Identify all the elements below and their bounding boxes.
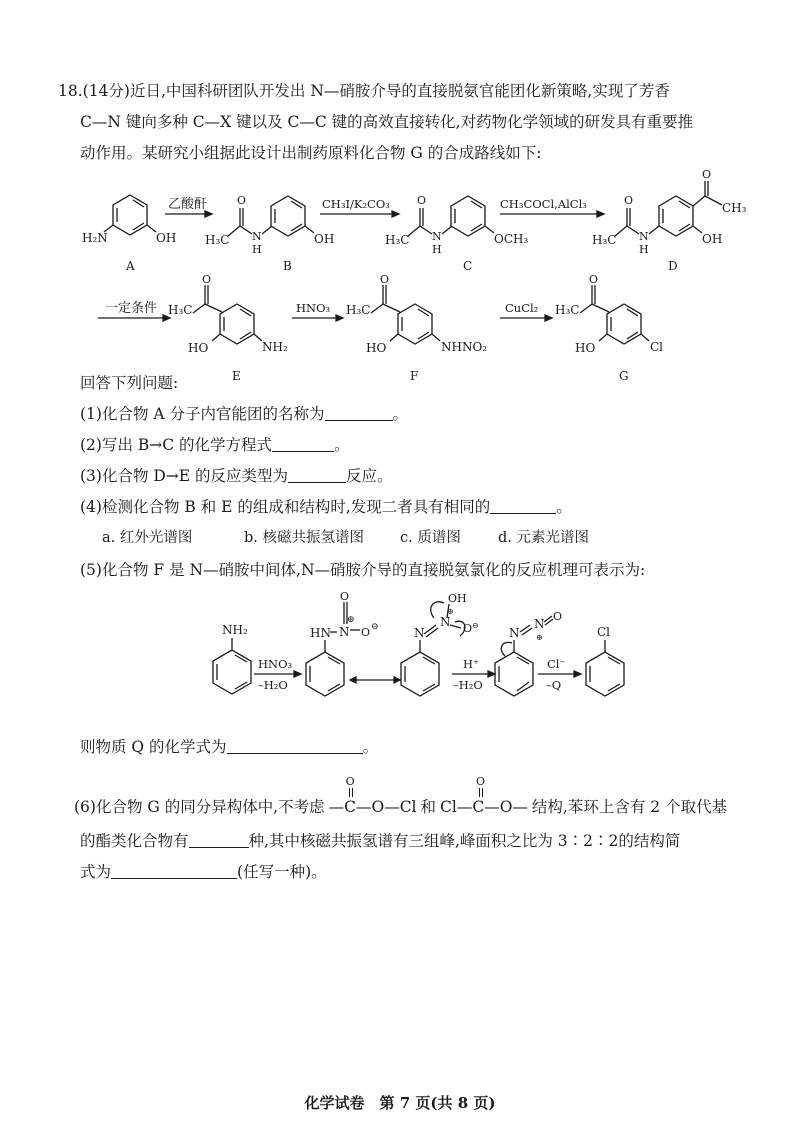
option-c[interactable]: c. 质谱图 [400, 530, 461, 546]
mech-nitramine-minus: ⊖ [371, 622, 379, 632]
mech-tautomer-minus: ⊖ [472, 621, 479, 630]
question-6-line3b: (任写一种)。 [237, 863, 327, 881]
compound-f-ho: HO [366, 341, 387, 355]
option-b[interactable]: b. 核磁共振氢谱图 [244, 530, 364, 546]
label-a: A [126, 259, 135, 273]
compound-g-ho: HO [575, 341, 596, 355]
compound-d-oh: OH [702, 232, 723, 246]
compound-d-o: O [702, 168, 712, 181]
compound-a-oh: OH [156, 231, 177, 245]
question-6-and: 和 [420, 798, 437, 816]
question-6-line2a: 的酯类化合物有 [80, 832, 189, 850]
question-5-follow-text: 则物质 Q 的化学式为 [80, 738, 227, 756]
label-f: F [410, 369, 419, 383]
question-intro-line-1: 18.(14分)近日,中国科研团队开发出 N—硝胺介导的直接脱氨官能团化新策略,实现了芳香 [58, 82, 670, 100]
fragment-2-o: O [476, 775, 486, 788]
question-5-follow [80, 736, 378, 758]
compound-d-amide-o: O [624, 194, 634, 207]
compound-g-cl: Cl [650, 340, 664, 354]
question-6-line-1 [74, 775, 728, 818]
question-4-text: (4)检测化合物 B 和 E 的组成和结构时,发现二者具有相同的 [80, 498, 491, 516]
label-c: C [463, 259, 473, 273]
fragment-acyl-chloride-ester [325, 775, 421, 818]
mech-minus-h2o-2: –H₂O [453, 678, 483, 692]
compound-d-n: N [639, 230, 649, 243]
compound-e-o: O [202, 273, 212, 286]
mech-aniline [213, 623, 251, 694]
answer-blank-6b[interactable] [111, 862, 237, 879]
compound-b-h: H [252, 243, 262, 256]
label-b: B [283, 259, 292, 273]
question-5: (5)化合物 F 是 N—硝胺中间体,N—硝胺介导的直接脱氨氯化的反应机理可表示为: [80, 561, 646, 579]
fragment-2-text: Cl—C—O— [440, 798, 528, 816]
fragment-2-double-bond [479, 788, 483, 797]
compound-e-h3c: H₃C [168, 303, 193, 317]
question-6-line2b: 种,其中核磁共振氢谱有三组峰,峰面积之比为 3∶2∶2的结构简 [248, 832, 681, 850]
compound-d-h: H [639, 243, 649, 256]
reagent-d-to-e: 一定条件 [105, 301, 158, 316]
mech-nitramine-plus: ⊕ [347, 615, 355, 625]
question-6-line-3 [80, 861, 327, 883]
question-5-end: 。 [362, 738, 379, 756]
mech-diazonium-o: O [553, 610, 563, 623]
question-3-end: 反应。 [346, 467, 393, 485]
reagent-b-to-c: CH₃I/K₂CO₃ [322, 197, 390, 211]
compound-d-ch3: CH₃ [722, 201, 747, 215]
mech-aniline-nh2: NH₂ [222, 623, 248, 637]
option-d[interactable]: d. 元素光谱图 [498, 530, 589, 546]
compound-e-ho: HO [188, 341, 209, 355]
compound-b-o: O [237, 194, 247, 207]
mech-nitramine-n: N [339, 625, 350, 639]
label-d: D [668, 259, 678, 273]
question-6-line-2 [80, 830, 680, 852]
mech-diazonium-plus: ⊕ [536, 633, 543, 642]
compound-c-och3: OCH₃ [494, 232, 529, 246]
mech-tautomer-o: O [463, 622, 473, 635]
question-intro-line-3: 动作用。某研究小组据此设计出制药原料化合物 G 的合成路线如下: [80, 144, 542, 162]
compound-b-h3c: H₃C [205, 233, 230, 247]
fragment-1-double-bond [349, 788, 353, 797]
compound-e-nh2: NH₂ [262, 340, 288, 354]
mech-diazonium-n2: N [534, 617, 545, 631]
mech-reagent-h-plus: H⁺ [463, 657, 480, 671]
answer-blank-5[interactable] [227, 737, 363, 754]
mech-minus-q: –Q [546, 678, 562, 692]
compound-d-h3c: H₃C [592, 233, 617, 247]
reagent-c-to-d: CH₃COCl,AlCl₃ [500, 197, 587, 211]
question-intro-line-2: C—N 键向多种 C—X 键以及 C—C 键的高效直接转化,对药物化学领域的研发具有重要推 [80, 113, 694, 131]
page-footer: 化学试卷 第 7 页(共 8 页) [304, 1094, 496, 1112]
compound-f-h3c: H₃C [346, 303, 371, 317]
reagent-a-to-b: 乙酸酐 [168, 197, 208, 212]
mech-nitramine-o-right: O [361, 626, 371, 639]
mech-chlorobenzene [586, 625, 624, 696]
compound-f-nhno2: NHNO₂ [441, 340, 488, 354]
label-g: G [619, 369, 629, 383]
compound-c-h3c: H₃C [385, 233, 410, 247]
fragment-1-text: —C—O—Cl [328, 798, 417, 816]
fragment-chloroformate [436, 775, 532, 818]
mech-diazonium-n: N [509, 626, 520, 640]
mech-nitramine-hn: HN [310, 626, 331, 640]
question-6-part1: (6)化合物 G 的同分异构体中,不考虑 [74, 798, 325, 816]
compound-a-nh2: H₂N [82, 231, 108, 245]
question-3-text: (3)化合物 D→E 的反应类型为 [80, 467, 289, 485]
option-a[interactable]: a. 红外光谱图 [102, 530, 193, 546]
mech-tautomer-oh: OH [448, 592, 467, 605]
question-2-text: (2)写出 B→C 的化学方程式 [80, 436, 273, 454]
compound-g-o: O [589, 273, 599, 286]
mech-nitramine-o-top: O [340, 590, 350, 603]
compound-b-n: N [252, 230, 262, 243]
question-1-text: (1)化合物 A 分子内官能团的名称为 [80, 405, 325, 423]
question-6-part2: 结构,苯环上含有 2 个取代基 [531, 798, 728, 816]
fragment-1-o: O [345, 775, 355, 788]
question-4-end: 。 [556, 498, 572, 516]
label-e: E [232, 369, 241, 383]
mech-minus-h2o-1: –H₂O [258, 678, 288, 692]
mech-tautomer-plus: ⊕ [447, 607, 454, 616]
mech-chlorobenzene-cl: Cl [597, 625, 611, 639]
compound-c-n: N [432, 230, 442, 243]
answer-blank-6a[interactable] [189, 831, 249, 848]
reagent-f-to-g: CuCl₂ [505, 301, 539, 315]
compound-g-h3c: H₃C [555, 303, 580, 317]
mech-reagent-cl-minus: Cl⁻ [547, 657, 566, 671]
compound-b-oh: OH [314, 232, 335, 246]
mech-tautomer-n: N [414, 626, 425, 640]
reagent-e-to-f: HNO₃ [296, 301, 331, 315]
question-1-end: 。 [392, 405, 409, 423]
question-2-end: 。 [334, 436, 350, 454]
compound-c-o: O [417, 194, 427, 207]
questions-prompt: 回答下列问题: [80, 374, 179, 392]
question-6-line3a: 式为 [80, 863, 112, 881]
compound-f-o: O [380, 273, 390, 286]
mech-reagent-hno3: HNO₃ [258, 657, 293, 671]
compound-c-h: H [432, 243, 442, 256]
mech-tautomer-n2: N [440, 615, 451, 629]
